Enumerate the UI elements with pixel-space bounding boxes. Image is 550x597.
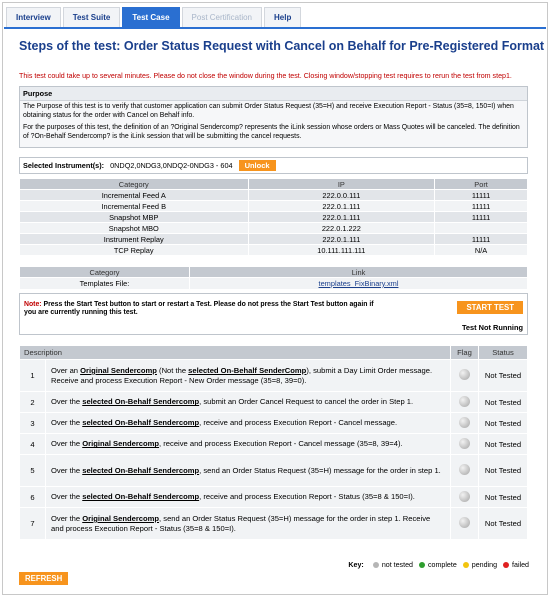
step-row — [20, 508, 528, 540]
feed-ip: 222.0.1.111 — [248, 201, 435, 212]
step-status: Not Tested — [479, 413, 528, 434]
feed-category: Snapshot MBO — [20, 223, 249, 234]
steps-header-description: Description — [20, 346, 451, 360]
step-number: 5 — [20, 455, 46, 487]
step-status: Not Tested — [479, 392, 528, 413]
tab-underline — [4, 27, 546, 29]
step-flag — [451, 360, 479, 392]
feed-table — [19, 178, 528, 256]
links-row — [20, 278, 528, 290]
status-dot-icon — [459, 491, 470, 502]
status-key — [348, 561, 529, 569]
step-row — [20, 360, 528, 392]
test-run-status: Test Not Running — [461, 323, 523, 332]
tab-post-certification: Post Certification — [182, 7, 262, 27]
feed-ip: 222.0.1.111 — [248, 212, 435, 223]
step-text: Over the — [51, 492, 83, 502]
feed-header-port: Port — [435, 179, 528, 190]
links-header-category: Category — [20, 267, 190, 278]
purpose-text: The Purpose of this test is to verify that customer application can submit Order Status Request (35=H) and receive Execution Report - Status (35=8, 150=I) when obtaining status for the order with Cancel on Behalf info. — [23, 103, 514, 119]
step-flag — [451, 487, 479, 508]
step-text: Over an — [51, 365, 81, 375]
feed-ip: 222.0.0.111 — [248, 190, 435, 201]
key-label: Key: — [348, 561, 364, 569]
step-number: 3 — [20, 413, 46, 434]
step-text: ), submit a Day Limit Order message. Receive and process Execution Report - New Order message (35=8, 39=0). — [51, 365, 433, 385]
tab-test-suite[interactable]: Test Suite — [63, 7, 121, 27]
purpose-box — [19, 86, 528, 148]
step-text: , receive and process Execution Report - Status (35=8 & 150=I). — [199, 492, 415, 502]
feed-port: N/A — [435, 245, 528, 256]
status-dot-icon — [459, 464, 470, 475]
start-test-button[interactable]: START TEST — [457, 301, 523, 314]
step-flag — [451, 392, 479, 413]
unlock-button[interactable]: Unlock — [239, 160, 276, 171]
feed-row — [20, 245, 528, 256]
sendercomp-term: selected On-Behalf Sendercomp — [82, 465, 200, 475]
feed-row — [20, 223, 528, 234]
step-flag — [451, 508, 479, 540]
feed-ip: 222.0.1.222 — [248, 223, 435, 234]
feed-row — [20, 234, 528, 245]
key-item-label: complete — [427, 561, 457, 569]
sendercomp-term: Original Sendercomp — [80, 365, 157, 375]
steps-header-flag: Flag — [451, 346, 479, 360]
feed-row — [20, 190, 528, 201]
step-text: Over the — [51, 418, 83, 428]
status-dot-icon — [459, 517, 470, 528]
sendercomp-term: selected On-Behalf Sendercomp — [82, 492, 200, 502]
step-text: Over the — [51, 513, 83, 523]
feed-ip: 10.111.111.111 — [248, 245, 435, 256]
step-text: Over the — [51, 465, 83, 475]
step-row — [20, 455, 528, 487]
note-text: Press the Start Test button to start or restart a Test. Please do not press the Start Test button again if you are currently running this test. — [24, 301, 374, 317]
step-number: 7 — [20, 508, 46, 540]
step-description — [46, 413, 451, 434]
status-dot-icon — [459, 438, 470, 449]
instrument-label: Selected Instrument(s): — [23, 161, 105, 170]
selected-instrument-bar — [19, 157, 528, 174]
purpose-definition: For the purposes of this test, the definition of an ?Original Sendercomp? represents the iLink session whose orders or Mass Quotes will be canceled. The definition of ?On-Behalf Sendercomp? is the iLink session that will be submitting the cancel requests. — [23, 124, 520, 140]
key-item-label: failed — [512, 561, 529, 569]
step-description — [46, 392, 451, 413]
feed-port: 11111 — [435, 234, 528, 245]
feed-port: 11111 — [435, 201, 528, 212]
purpose-heading: Purpose — [20, 87, 527, 101]
step-status: Not Tested — [479, 360, 528, 392]
step-row — [20, 392, 528, 413]
step-text: Over the — [51, 439, 83, 449]
note-prefix: Note: — [24, 301, 42, 308]
key-dot-icon — [373, 562, 379, 568]
instrument-value: 0NDQ2,0NDG3,0NDQ2-0NDG3 - 604 — [110, 161, 233, 170]
step-description — [46, 487, 451, 508]
links-category: Templates File: — [20, 278, 190, 290]
feed-header-category: Category — [20, 179, 249, 190]
step-row — [20, 487, 528, 508]
key-dot-icon — [503, 562, 509, 568]
feed-ip: 222.0.1.111 — [248, 234, 435, 245]
feed-row — [20, 212, 528, 223]
feed-port — [435, 223, 528, 234]
key-item-label: pending — [471, 561, 498, 569]
page-title: Steps of the test: Order Status Request with Cancel on Behalf for Pre-Registered Format — [19, 39, 545, 53]
feed-category: Incremental Feed A — [20, 190, 249, 201]
feed-category: TCP Replay — [20, 245, 249, 256]
test-control-box — [19, 293, 528, 335]
warning-message: This test could take up to several minutes. Please do not close the window during the test. Closing window/stopping test requires to rerun the test from step1. — [19, 72, 512, 80]
step-status: Not Tested — [479, 455, 528, 487]
step-row — [20, 434, 528, 455]
step-text: (Not the — [156, 365, 189, 375]
feed-category: Incremental Feed B — [20, 201, 249, 212]
step-status: Not Tested — [479, 434, 528, 455]
status-dot-icon — [459, 417, 470, 428]
feed-header-ip: IP — [248, 179, 435, 190]
status-dot-icon — [459, 396, 470, 407]
step-status: Not Tested — [479, 508, 528, 540]
sendercomp-term: Original Sendercomp — [82, 439, 160, 449]
tab-bar — [6, 7, 301, 27]
steps-header-status: Status — [479, 346, 528, 360]
step-text: , receive and process Execution Report - Cancel message. — [199, 418, 398, 428]
steps-table — [19, 345, 528, 540]
step-description — [46, 508, 451, 540]
key-dot-icon — [419, 562, 425, 568]
step-flag — [451, 413, 479, 434]
links-header-link: Link — [190, 267, 528, 278]
feed-row — [20, 201, 528, 212]
start-note — [24, 301, 384, 318]
step-description — [46, 434, 451, 455]
links-table — [19, 266, 528, 290]
step-text: , receive and process Execution Report - Cancel message (35=8, 39=4). — [159, 439, 403, 449]
step-number: 6 — [20, 487, 46, 508]
step-description — [46, 455, 451, 487]
step-row — [20, 413, 528, 434]
step-number: 2 — [20, 392, 46, 413]
sendercomp-term: selected On-Behalf Sendercomp — [82, 397, 200, 407]
step-number: 4 — [20, 434, 46, 455]
feed-category: Instrument Replay — [20, 234, 249, 245]
tab-help[interactable]: Help — [264, 7, 301, 27]
step-text: , send an Order Status Request (35=H) message for the order in step 1. Receive and process Execution Report - Status (35=8 & 150=I). — [51, 513, 431, 533]
step-status: Not Tested — [479, 487, 528, 508]
step-description — [46, 360, 451, 392]
feed-port: 11111 — [435, 190, 528, 201]
feed-port: 11111 — [435, 212, 528, 223]
key-dot-icon — [463, 562, 469, 568]
tab-interview[interactable]: Interview — [6, 7, 61, 27]
feed-category: Snapshot MBP — [20, 212, 249, 223]
refresh-button[interactable]: REFRESH — [19, 572, 68, 585]
step-text: Over the — [51, 397, 83, 407]
step-text: , submit an Order Cancel Request to cancel the order in Step 1. — [199, 397, 414, 407]
key-item-label: not tested — [381, 561, 413, 569]
sendercomp-term: Original Sendercomp — [82, 513, 160, 523]
status-dot-icon — [459, 369, 470, 380]
sendercomp-term: selected On-Behalf Sendercomp — [82, 418, 200, 428]
links-cell — [190, 278, 528, 290]
templates-file-link[interactable]: templates_FixBinary.xml — [318, 279, 399, 288]
step-number: 1 — [20, 360, 46, 392]
tab-test-case[interactable]: Test Case — [122, 7, 179, 27]
sendercomp-term: selected On-Behalf SenderComp — [188, 365, 307, 375]
step-text: , send an Order Status Request (35=H) message for the order in step 1. — [199, 465, 441, 475]
step-flag — [451, 434, 479, 455]
step-flag — [451, 455, 479, 487]
